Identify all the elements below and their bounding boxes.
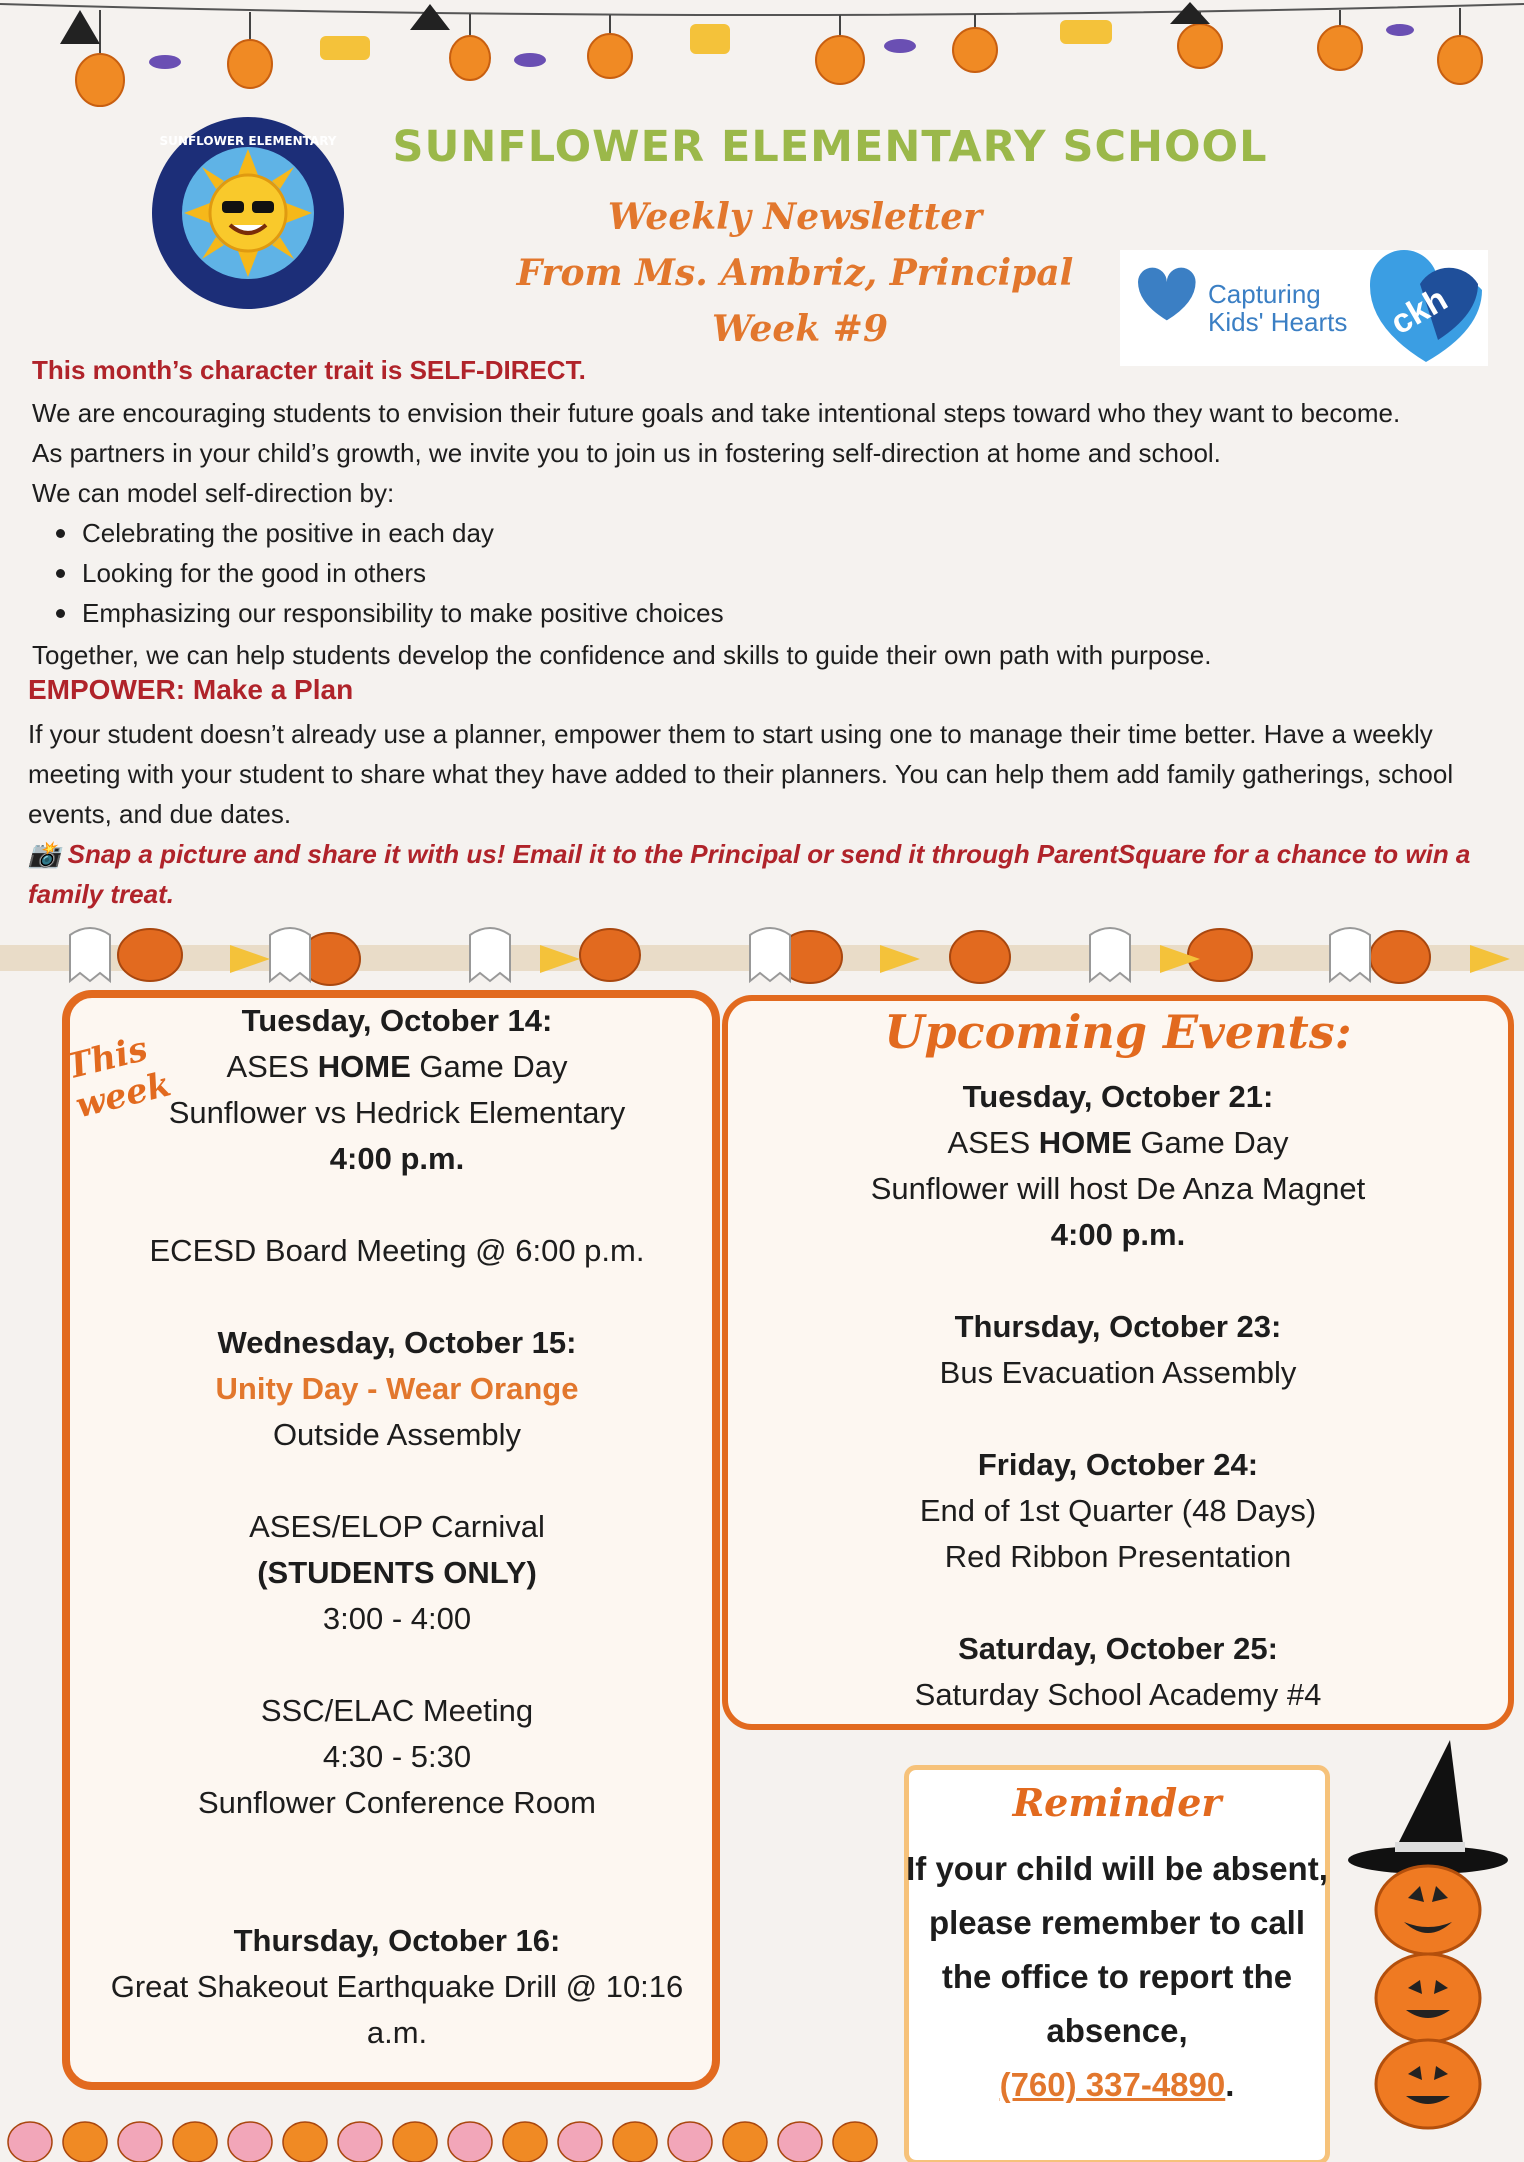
- event-block: [70, 1504, 724, 1642]
- event-line: ASES HOME Game Day: [947, 1125, 1289, 1160]
- ckh-mark: ckh: [1384, 279, 1454, 343]
- newsletter-title: Weekly Newsletter: [607, 196, 983, 238]
- upcoming-events-list: [722, 1074, 1514, 1764]
- event-line: Great Shakeout Earthquake Drill @ 10:16: [110, 1969, 684, 2004]
- event-note: (STUDENTS ONLY): [257, 1555, 537, 1590]
- list-item: Looking for the good in others: [82, 553, 724, 593]
- reminder-line: absence,: [1046, 2012, 1188, 2049]
- logo-text: SUNFLOWER ELEMENTARY: [159, 134, 337, 148]
- together-statement: Together, we can help students develop the confidence and skills to guide their own path with purpose.: [32, 640, 1212, 670]
- event-line: Unity Day - Wear Orange: [215, 1371, 579, 1406]
- event-time: 4:00 p.m.: [1050, 1217, 1186, 1252]
- event-line: Sunflower will host De Anza Magnet: [870, 1171, 1366, 1206]
- event-block: [70, 1320, 724, 1458]
- trait-line: We can model self-direction by:: [32, 478, 395, 508]
- empower-body: If your student doesn’t already use a planner, empower them to start using one to manage their time better. Have a weekly meeting with your student to share what they have added to their planners. You can help them add family gatherings, school events, and due dates.: [28, 719, 1454, 829]
- trait-line: We are encouraging students to envision their future goals and take intentional steps toward who they want to become.: [32, 398, 1401, 428]
- trait-heading: This month’s character trait is SELF-DIRECT.: [32, 355, 586, 385]
- event-block: [70, 1688, 724, 1826]
- event-line: Sunflower Conference Room: [197, 1785, 597, 1820]
- event-line: Red Ribbon Presentation: [944, 1539, 1292, 1574]
- reminder-line: the office to report the: [941, 1958, 1293, 1995]
- model-list: [82, 513, 724, 633]
- reminder-end: .: [1225, 2066, 1235, 2103]
- event-line: ASES/ELOP Carnival: [249, 1509, 545, 1544]
- halloween-garland-middle: [0, 915, 1524, 1000]
- empower-heading: EMPOWER: Make a Plan: [28, 674, 354, 705]
- event-line: Sunflower vs Hedrick Elementary: [168, 1095, 626, 1130]
- event-line: ECESD Board Meeting @ 6:00 p.m.: [149, 1233, 645, 1268]
- ckh-line1: Capturing: [1208, 279, 1321, 309]
- reminder-line: please remember to call: [928, 1904, 1306, 1941]
- school-title: SUNFLOWER ELEMENTARY SCHOOL: [392, 122, 1268, 172]
- event-date: Thursday, October 16:: [233, 1923, 561, 1958]
- halloween-garland-top: [0, 0, 1524, 120]
- event-date: Thursday, October 23:: [954, 1309, 1282, 1344]
- event-block: [722, 1304, 1514, 1396]
- list-item: Emphasizing our responsibility to make positive choices: [82, 593, 724, 633]
- event-line: End of 1st Quarter (48 Days): [919, 1493, 1317, 1528]
- capturing-kids-hearts-badge: [1120, 250, 1488, 366]
- snap-callout: 📸 Snap a picture and share it with us! Email it to the Principal or send it through ParentSquare for a chance to win a family treat.: [28, 839, 1471, 909]
- event-block: [722, 1626, 1514, 1718]
- event-line: Outside Assembly: [272, 1417, 522, 1452]
- event-line: a.m.: [366, 2015, 428, 2050]
- event-block: [70, 998, 724, 1182]
- event-line: Bus Evacuation Assembly: [939, 1355, 1297, 1390]
- newsletter-author: From Ms. Ambriz, Principal: [516, 252, 1074, 294]
- event-block: [70, 1918, 724, 2056]
- trait-line: As partners in your child’s growth, we invite you to join us in fostering self-direction at home and school.: [32, 438, 1221, 468]
- event-date: Tuesday, October 21:: [962, 1079, 1274, 1114]
- event-line: ASES HOME Game Day: [226, 1049, 568, 1084]
- ckh-line2: Kids' Hearts: [1208, 307, 1348, 337]
- event-date: Wednesday, October 15:: [217, 1325, 577, 1360]
- reminder-body: [904, 1842, 1330, 2112]
- this-week-events: [70, 998, 724, 2102]
- newsletter-week: Week #9: [712, 308, 888, 350]
- event-block: [70, 1228, 724, 1274]
- event-line: Saturday School Academy #4: [914, 1677, 1322, 1712]
- office-phone-link[interactable]: (760) 337-4890: [999, 2066, 1226, 2103]
- pumpkin-border-bottom: [0, 2108, 1524, 2162]
- upcoming-events-title: Upcoming Events:: [884, 1005, 1352, 1059]
- event-time: 3:00 - 4:00: [322, 1601, 472, 1636]
- event-time: 4:00 p.m.: [329, 1141, 465, 1176]
- reminder-line: If your child will be absent,: [906, 1850, 1328, 1887]
- event-line: SSC/ELAC Meeting: [260, 1693, 534, 1728]
- list-item: Celebrating the positive in each day: [82, 513, 724, 553]
- witch-pumpkin-stack-icon: [1340, 1730, 1510, 2130]
- event-block: [722, 1442, 1514, 1580]
- reminder-title: Reminder: [1012, 1780, 1222, 1825]
- sunflower-elementary-logo: [150, 115, 346, 311]
- event-block: [722, 1074, 1514, 1258]
- ckh-wordmark: [1208, 280, 1347, 336]
- event-date: Saturday, October 25:: [958, 1631, 1278, 1666]
- event-date: Tuesday, October 14:: [241, 1003, 553, 1038]
- trait-body: [32, 393, 1502, 513]
- event-date: Friday, October 24:: [977, 1447, 1259, 1482]
- event-time: 4:30 - 5:30: [322, 1739, 472, 1774]
- this-week-tag: This week: [62, 1028, 175, 1127]
